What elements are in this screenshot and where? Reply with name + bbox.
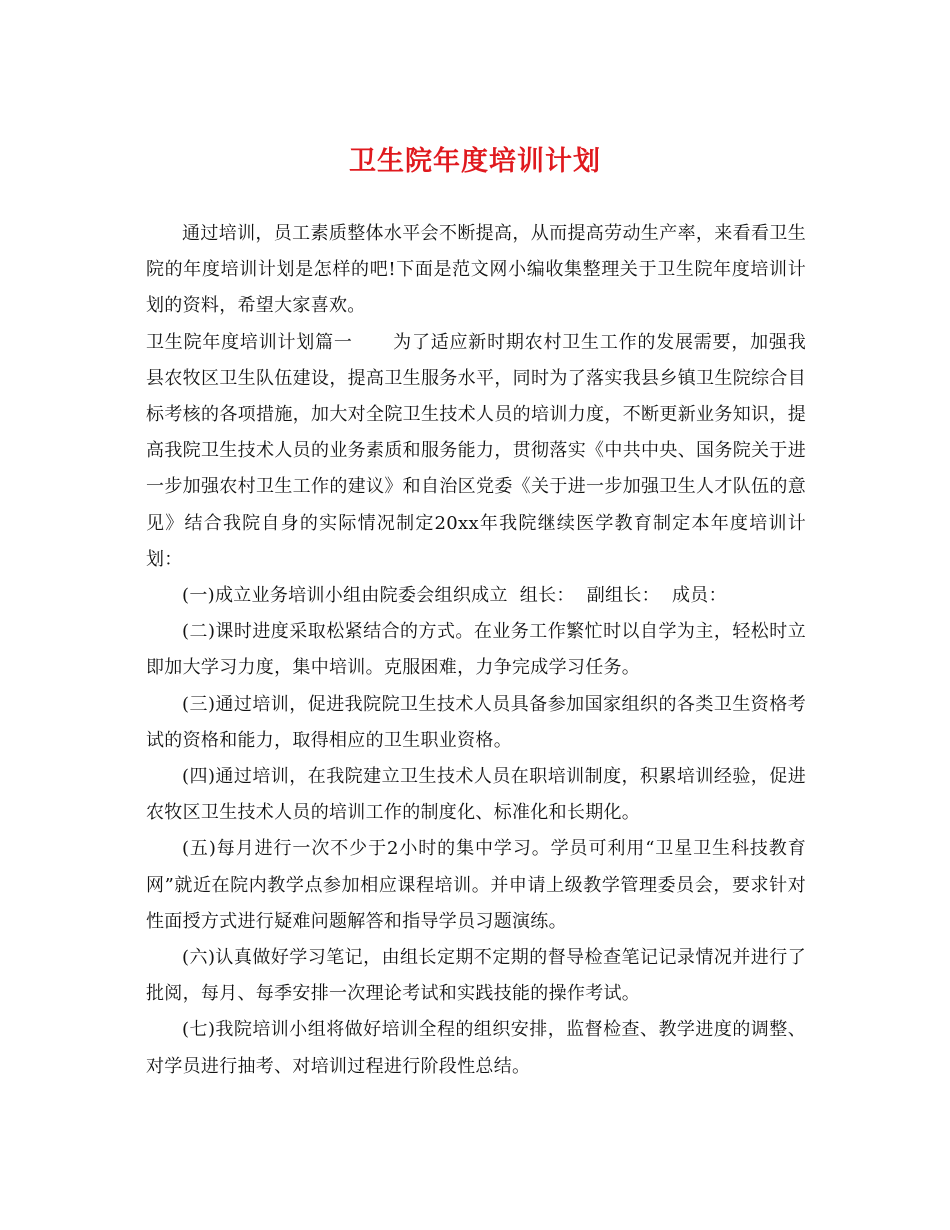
intro-paragraph: 通过培训，员工素质整体水平会不断提高，从而提高劳动生产率，来看看卫生院的年度培训计划是怎样的吧!下面是范文网小编收集整理关于卫生院年度培训计划的资料，希望大家喜欢。 xyxy=(146,223,806,317)
section-label: 卫生院年度培训计划篇一 xyxy=(146,331,353,353)
section-text: 为了适应新时期农村卫生工作的发展需要，加强我县农牧区卫生队伍建设，提高卫生服务水平，同时为了落实我县乡镇卫生院综合目标考核的各项措施，加大对全院卫生技术人员的培训力度，不断更新业务知识，提高我院卫生技术人员的业务素质和服务能力，贯彻落实《中共中央、国务院关于进一步加强农村卫生工作的建议》和自治区党委《关于进一步加强卫生人才队伍的意见》结合我院自身的实际情况制定20xx年我院继续医学教育制定本年度培训计划： xyxy=(146,331,806,570)
item-paragraph-2: (二)课时进度采取松紧结合的方式。在业务工作繁忙时以自学为主，轻松时立即加大学习力度，集中培训。克服困难，力争完成学习任务。 xyxy=(146,621,806,679)
item-paragraph-3: (三)通过培训，促进我院院卫生技术人员具备参加国家组织的各类卫生资格考试的资格和能力，取得相应的卫生职业资格。 xyxy=(146,693,806,751)
item-paragraph-6: (六)认真做好学习笔记，由组长定期不定期的督导检查笔记记录情况并进行了批阅，每月、每季安排一次理论考试和实践技能的操作考试。 xyxy=(146,947,806,1005)
item-paragraph-7: (七)我院培训小组将做好培训全程的组织安排，监督检查、教学进度的调整、对学员进行抽考、对培训过程进行阶段性总结。 xyxy=(146,1019,806,1077)
item-paragraph-4: (四)通过培训，在我院建立卫生技术人员在职培训制度，积累培训经验，促进农牧区卫生技术人员的培训工作的制度化、标准化和长期化。 xyxy=(146,766,806,824)
item-paragraph-1: (一)成立业务培训小组由院委会组织成立 组长： 副组长： 成员： xyxy=(182,585,727,607)
item-paragraph-5: (五)每月进行一次不少于2小时的集中学习。学员可利用“卫星卫生科技教育网”就近在院内教学点参加相应课程培训。并申请上级教学管理委员会，要求针对性面授方式进行疑难问题解答和指导学员习题演练。 xyxy=(146,838,806,932)
document-title: 卫生院年度培训计划 xyxy=(349,146,601,177)
section-paragraph xyxy=(146,325,806,578)
document-body xyxy=(146,216,806,1085)
